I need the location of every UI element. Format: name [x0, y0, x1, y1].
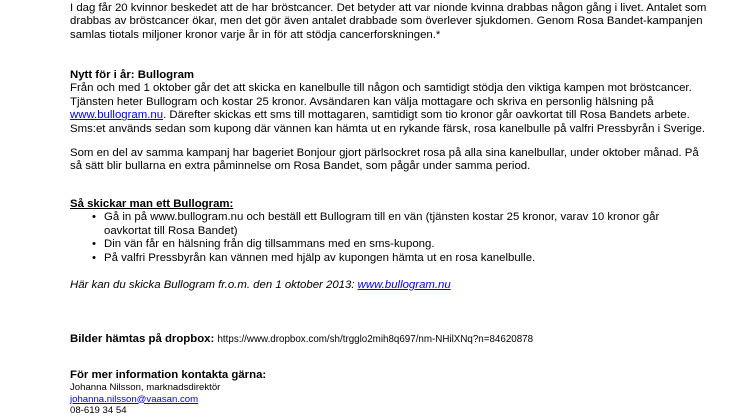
list-item-line: Gå in på www.bullogram.nu och beställ ett Bullogram till en vän (tjänsten kostar 25 kronor, varav 10 kronor går: [104, 211, 660, 224]
contact-section: [70, 369, 266, 416]
news-line: Från och med 1 oktober går det att skicka en kanelbulle till någon och samtidigt stödja den viktiga kampen mot bröstcancer.: [70, 82, 692, 95]
contact-heading: För mer information kontakta gärna:: [70, 369, 267, 381]
news-heading: Nytt för i år: Bullogram: [70, 69, 195, 81]
bonjour-line: Som en del av samma kampanj har bageriet Bonjour gjort pärlsockret rosa på alla sina kanelbullar, under oktober månad. På: [70, 147, 699, 159]
intro-line: drabbas av bröstcancer ökar, men det gör även antalet drabbade som överlever sjukdomen. Genom Rosa Bandet-kampanjen: [70, 15, 703, 28]
bullet-icon: •: [92, 238, 96, 251]
send-note: [70, 279, 451, 292]
images-line: [70, 333, 533, 346]
intro-line: samlas tiotals miljoner kronor varje år in för att stödja cancerforskningen.*: [70, 28, 441, 41]
news-line: Tjänsten heter Bullogram och kostar 25 kronor. Avsändaren kan välja mottagare och skriva en personlig hälsning på: [70, 95, 654, 108]
images-label: Bilder hämtas på dropbox:: [70, 333, 215, 345]
howto-section: [70, 198, 659, 265]
news-line: [70, 109, 705, 122]
contact-phone: 08-619 34 54: [70, 404, 127, 416]
news-line: Sms:et används sedan som kupong där vännen kan hämta ut en rykande färsk, rosa kanelbulle på valfri Pressbyrån i Sverige.: [70, 122, 706, 135]
news-section: [70, 69, 705, 136]
send-note-link[interactable]: www.bullogram.nu: [357, 279, 451, 291]
howto-list: [70, 211, 659, 265]
howto-heading: Så skickar man ett Bullogram:: [70, 198, 234, 210]
dropbox-url[interactable]: https://www.dropbox.com/sh/trgglo2mih8q697/nm-NHilXNq?n=84620878: [217, 334, 534, 345]
bonjour-line: så sätt blir bullarna en extra påminnelse om Rosa Bandet, som pågår under samma period.: [70, 160, 531, 173]
list-item-line: oavkortat till Rosa Bandet): [104, 224, 238, 237]
intro-line: I dag får 20 kvinnor beskedet att de har bröstcancer. Det betyder att var nionde kvinna drabbas någon gång i livet. Antalet som: [70, 2, 707, 14]
list-item-line: Din vän får en hälsning från dig tillsammans med en sms-kupong.: [104, 238, 435, 251]
list-item-line: På valfri Pressbyrån kan vännen med hjälp av kupongen hämta ut en rosa kanelbulle.: [104, 251, 536, 264]
contact-name: Johanna Nilsson, marknadsdirektör: [70, 382, 221, 394]
contact-email-link[interactable]: johanna.nilsson@vaasan.com: [70, 393, 199, 405]
bullet-icon: •: [92, 211, 96, 224]
intro-paragraph: [70, 2, 706, 42]
bullogram-link[interactable]: www.bullogram.nu: [70, 109, 164, 122]
list-item: [70, 238, 659, 251]
news-line-rest: . Därefter skickas ett sms till mottagaren, samtidigt som tio kronor går oavkortat till Rosa Bandets arbete.: [163, 109, 690, 122]
bonjour-paragraph: [70, 147, 699, 174]
list-item: [70, 211, 659, 238]
list-item: [70, 252, 659, 265]
send-note-text: Här kan du skicka Bullogram fr.o.m. den 1 oktober 2013:: [70, 279, 358, 291]
bullet-icon: •: [92, 251, 96, 264]
